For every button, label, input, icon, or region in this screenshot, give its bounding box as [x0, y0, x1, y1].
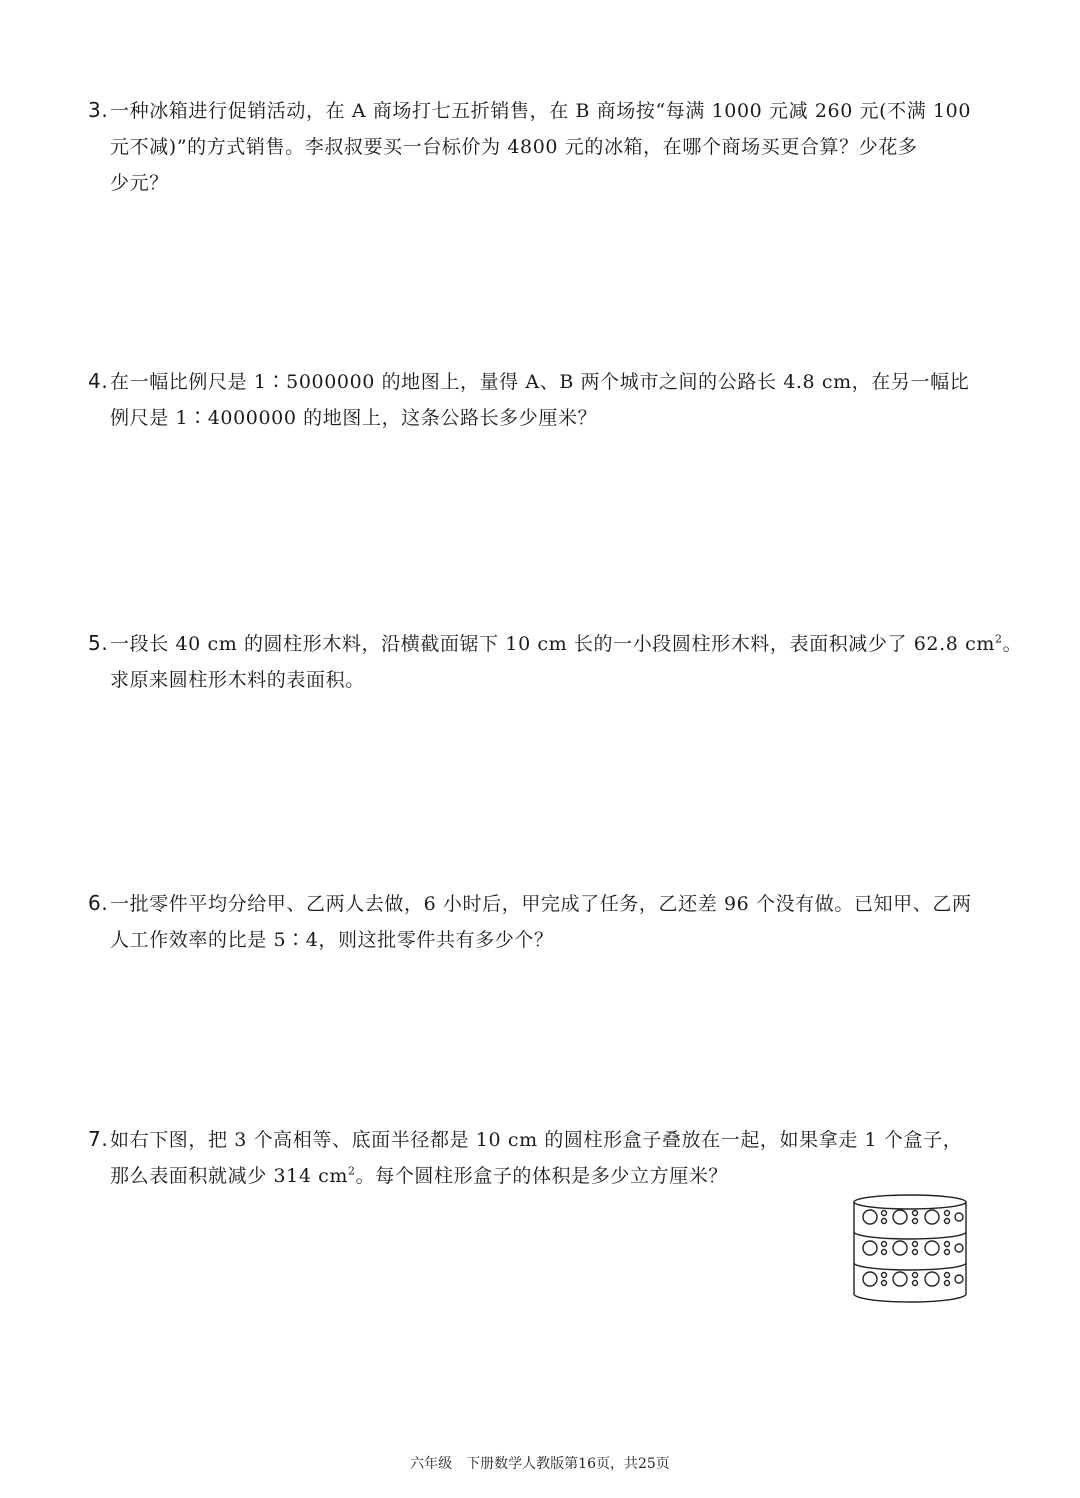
- problem-text: 一种冰箱进行促销活动，在 A 商场打七五折销售，在 B 商场按“每满 1000 元减 260 元(不满 100: [110, 100, 972, 122]
- problem-6-line-2: 人工作效率的比是 5∶4，则这批零件共有多少个？: [110, 929, 554, 951]
- problem-3-line-1: [88, 92, 978, 129]
- problem-7-line-1: [88, 1121, 978, 1158]
- problem-7: [88, 1121, 978, 1194]
- problem-4: [88, 363, 978, 436]
- problem-6-line-1: [88, 885, 978, 922]
- problem-text: 一批零件平均分给甲、乙两人去做，6 小时后，甲完成了任务，乙还差 96 个没有做。已知甲、乙两: [110, 893, 972, 915]
- superscript: 2: [994, 632, 1003, 646]
- problem-5-line-2: 求原来圆柱形木料的表面积。: [110, 669, 365, 691]
- problem-5-line-1: [88, 625, 1023, 662]
- problem-number: 5.: [88, 631, 109, 655]
- problem-text: 在一幅比例尺是 1∶5000000 的地图上，量得 A、B 两个城市之间的公路长 4.8 cm，在另一幅比: [110, 371, 970, 393]
- problem-3-line-3: 少元？: [110, 172, 169, 194]
- superscript: 2: [348, 1164, 356, 1178]
- problem-4-line-1: [88, 363, 978, 400]
- problem-5: [88, 625, 1023, 698]
- problem-text: 。: [1002, 633, 1023, 655]
- problem-7-line-2: [88, 1158, 978, 1194]
- problem-number: 6.: [88, 891, 109, 915]
- problem-number: 4.: [88, 369, 109, 393]
- footer-grade: 六年级: [410, 1456, 453, 1472]
- problem-number: 3.: [88, 98, 109, 122]
- problem-6: [88, 885, 978, 958]
- problem-3: [88, 92, 978, 201]
- page-footer: [0, 1453, 1080, 1473]
- problem-text: 一段长 40 cm 的圆柱形木料，沿横截面锯下 10 cm 长的一小段圆柱形木料，表面积减少了 62.8 cm: [110, 633, 995, 655]
- problem-text: 如右下图，把 3 个高相等、底面半径都是 10 cm 的圆柱形盒子叠放在一起，如果拿走 1 个盒子，: [110, 1129, 963, 1151]
- stacked-cylinder-boxes-icon: [848, 1192, 972, 1308]
- footer-page-info: 下册数学人教版第16页，共25页: [466, 1456, 670, 1472]
- problem-number: 7.: [88, 1127, 109, 1151]
- problem-text: 那么表面积就减少 314 cm: [110, 1165, 349, 1187]
- problem-3-line-2: 元不减)”的方式销售。李叔叔要买一台标价为 4800 元的冰箱，在哪个商场买更合算？少花多: [110, 136, 918, 158]
- problem-4-line-2: 例尺是 1∶4000000 的地图上，这条公路长多少厘米？: [110, 407, 598, 429]
- problem-text: 。每个圆柱形盒子的体积是多少立方厘米？: [355, 1165, 729, 1187]
